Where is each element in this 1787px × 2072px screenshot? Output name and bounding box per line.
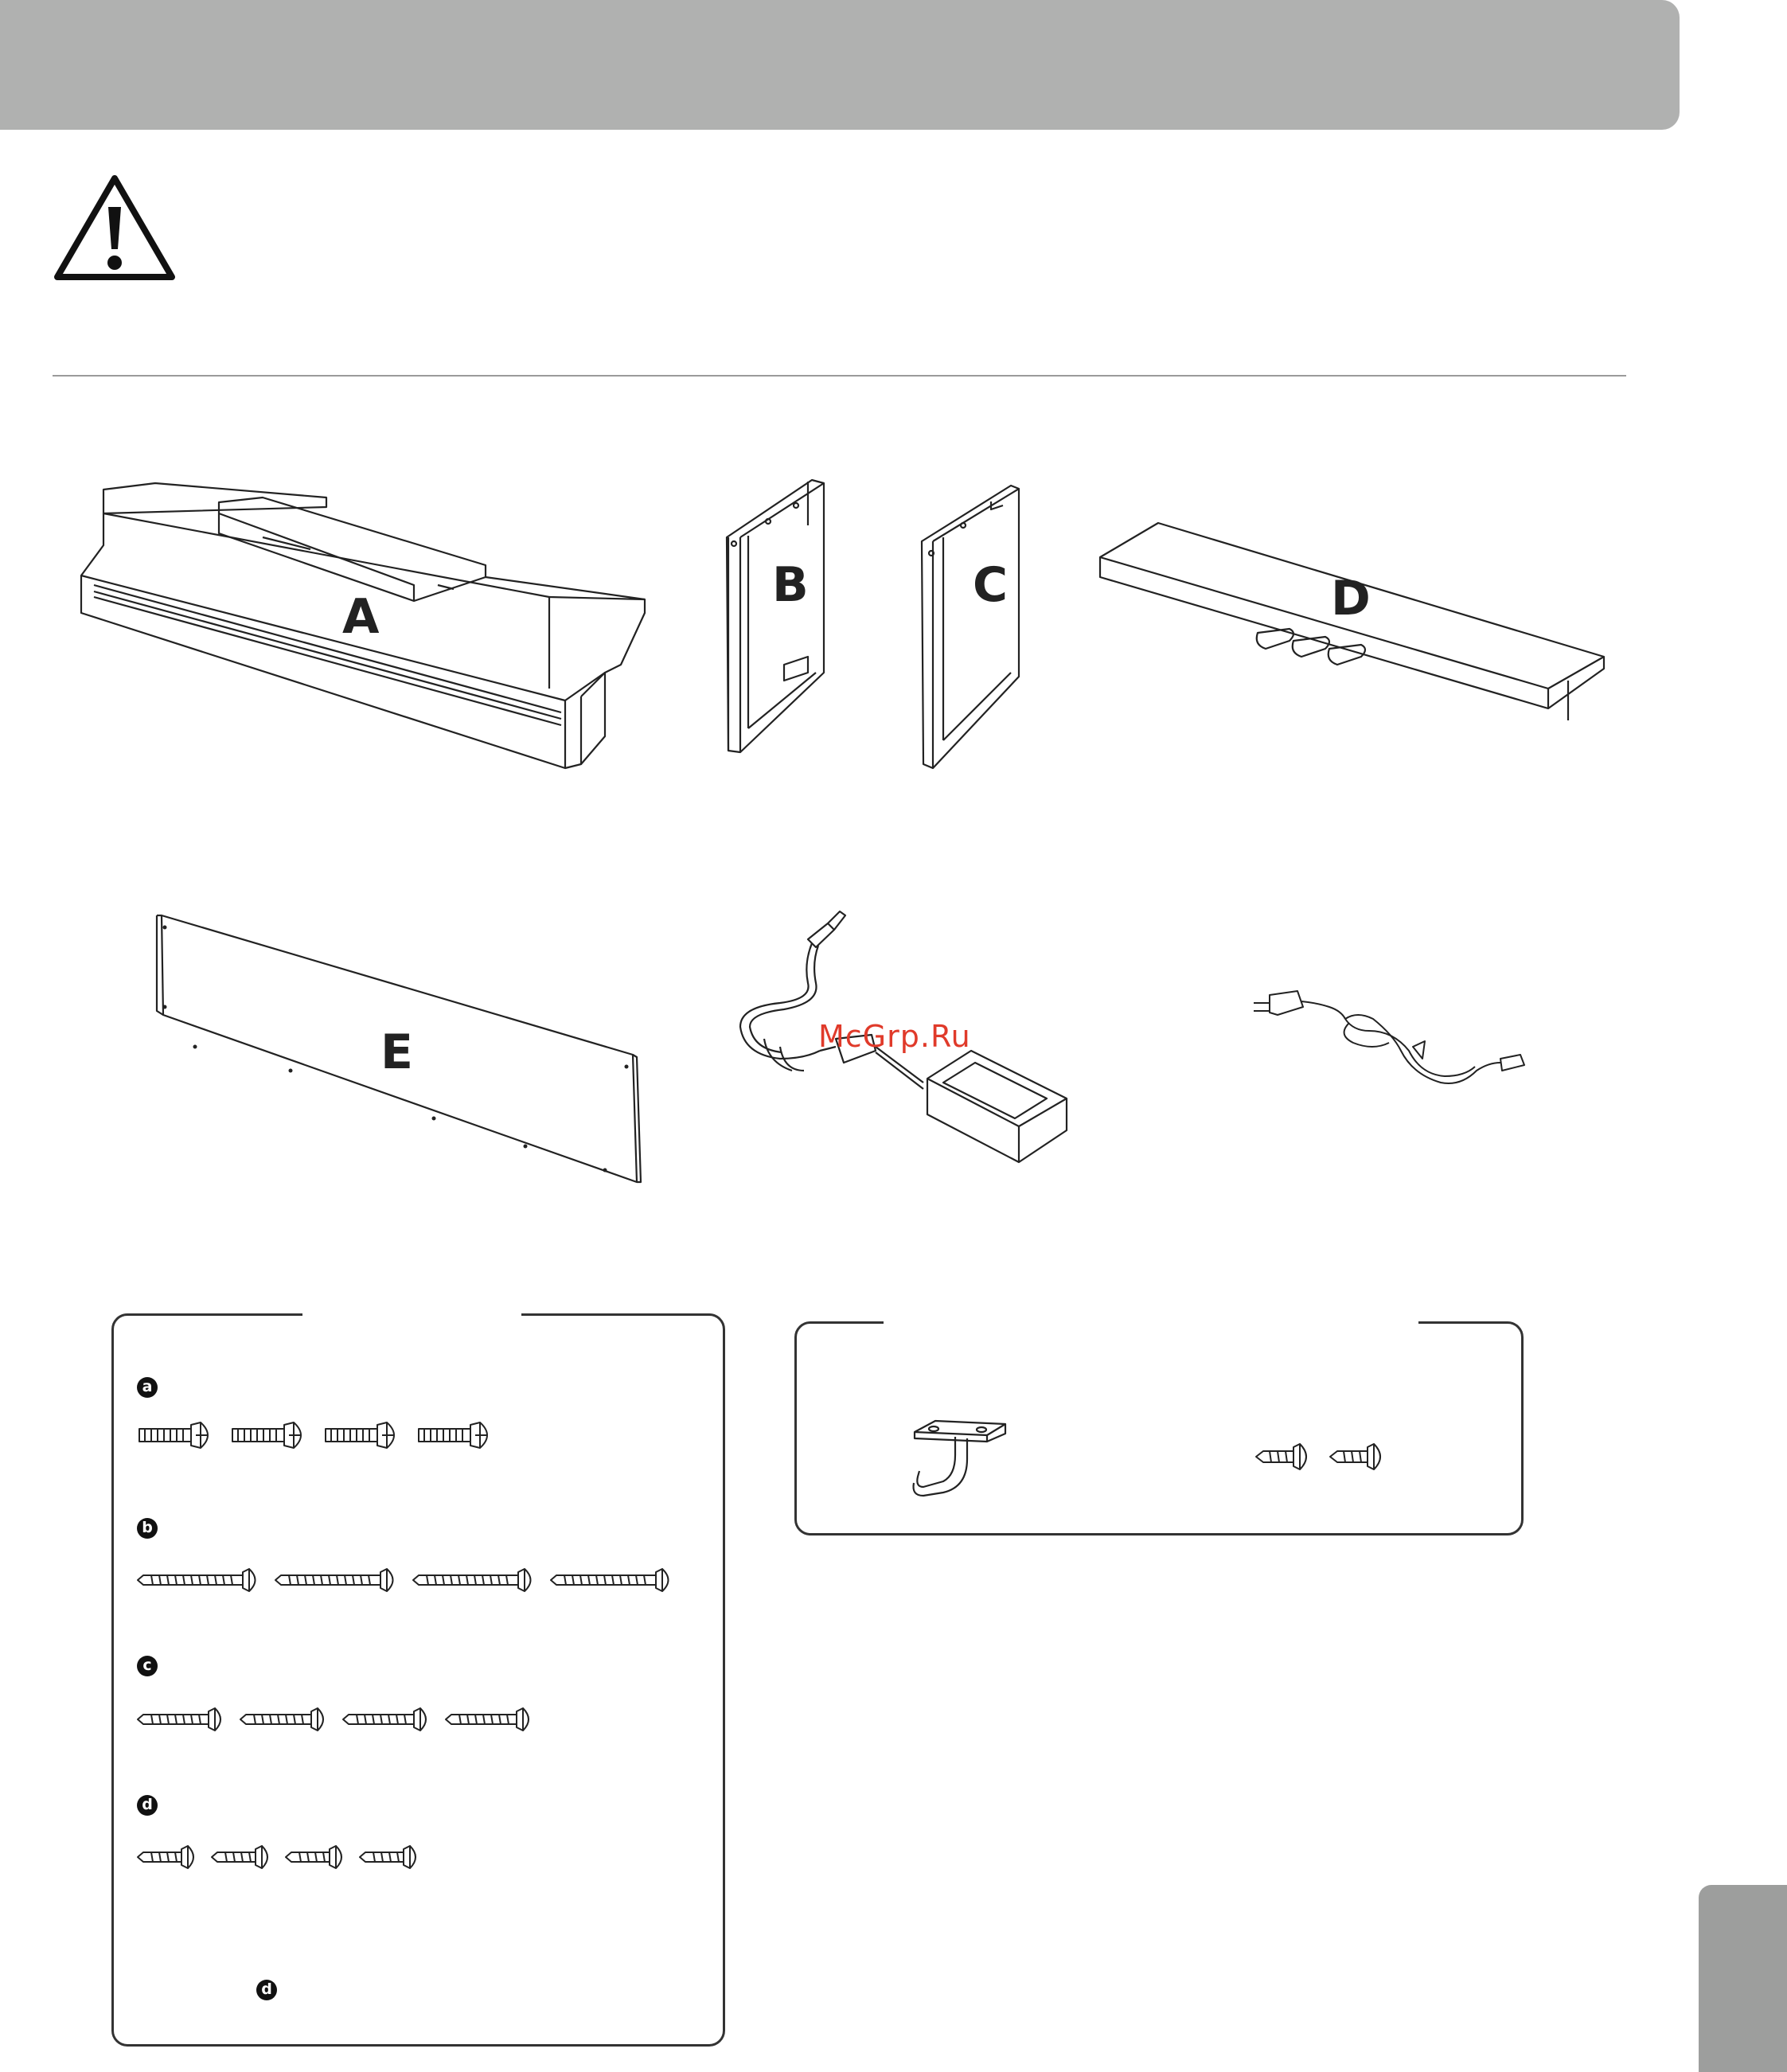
page-edge-tab <box>1699 1885 1787 2072</box>
section-divider <box>53 375 1626 377</box>
screws-b-illustration <box>135 1564 677 1596</box>
headphone-hook-box-title-gap <box>884 1318 1418 1325</box>
headphone-hook-illustration <box>911 1419 1007 1499</box>
hardware-badge-b: b <box>137 1518 158 1539</box>
part-b-illustration <box>720 474 832 760</box>
hardware-badge-c: c <box>137 1656 158 1676</box>
part-c-label: C <box>973 557 1009 613</box>
part-b-label: B <box>772 557 809 613</box>
part-c-illustration <box>915 478 1027 772</box>
power-cord-illustration <box>1254 987 1528 1106</box>
bolts-a-illustration <box>135 1413 501 1461</box>
screws-hook-illustration <box>1254 1439 1389 1475</box>
screws-box-title-gap <box>302 1310 521 1317</box>
hardware-badge-d: d <box>137 1795 158 1816</box>
part-d-label: D <box>1331 571 1371 626</box>
part-a-label: A <box>342 589 380 645</box>
warning-triangle-icon <box>53 174 177 282</box>
hardware-badge-a: a <box>137 1377 158 1398</box>
screws-d-illustration <box>135 1841 430 1873</box>
watermark-text: McGrp.Ru <box>818 1019 971 1054</box>
screws-c-illustration <box>135 1703 549 1735</box>
header-bar <box>0 0 1680 130</box>
hardware-badge-d-note: d <box>256 1980 277 2000</box>
headphone-hook-box <box>794 1321 1524 1535</box>
part-e-label: E <box>380 1024 413 1080</box>
